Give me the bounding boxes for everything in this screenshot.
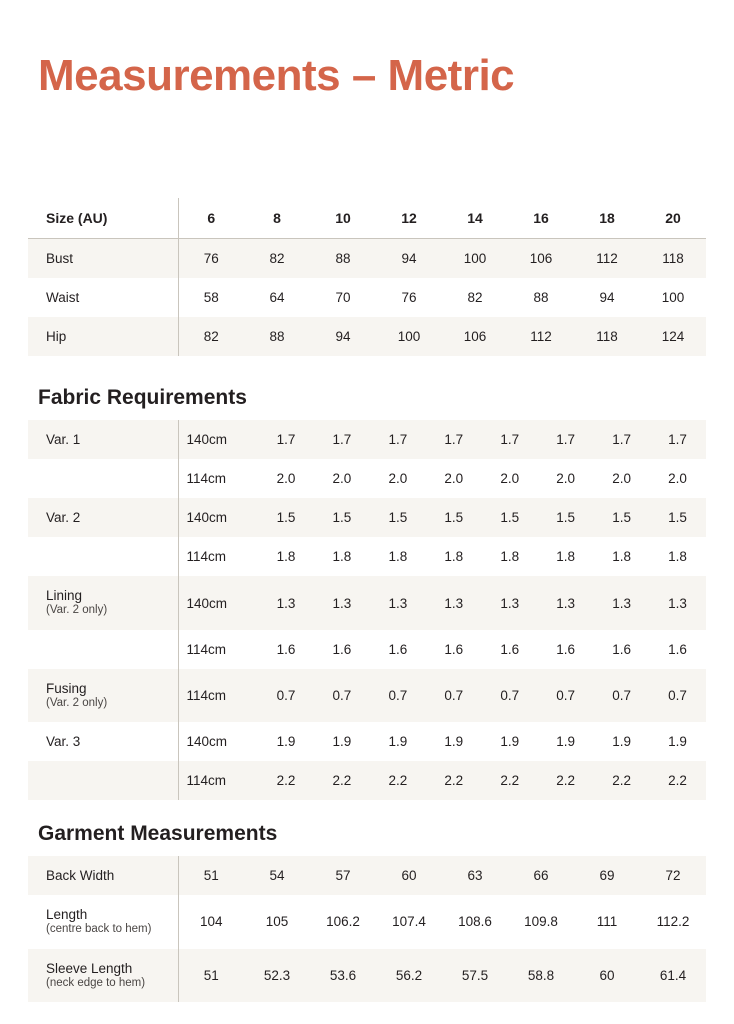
cell-value: 94: [376, 239, 442, 279]
cell-value: 1.6: [650, 630, 706, 669]
row-label-sub: (neck edge to hem): [46, 976, 146, 989]
cell-value: 1.3: [538, 576, 594, 629]
table-row: [28, 669, 706, 722]
cell-value: 2.0: [314, 459, 370, 498]
cell-value: 60: [574, 949, 640, 1002]
row-label: [28, 576, 178, 629]
fabric-width: 114cm: [178, 537, 258, 576]
section-spacer: [28, 800, 706, 822]
cell-value: 88: [244, 317, 310, 356]
cell-value: 51: [178, 856, 244, 895]
cell-value: 0.7: [650, 669, 706, 722]
table-row: [28, 278, 706, 317]
cell-value: 1.6: [314, 630, 370, 669]
cell-value: 1.6: [482, 630, 538, 669]
cell-value: 2.2: [314, 761, 370, 800]
cell-value: 1.9: [426, 722, 482, 761]
row-label: [28, 630, 178, 669]
cell-value: 1.8: [314, 537, 370, 576]
cell-value: 2.2: [482, 761, 538, 800]
cell-value: 76: [178, 239, 244, 279]
cell-value: 66: [508, 856, 574, 895]
cell-value: 63: [442, 856, 508, 895]
cell-value: 1.7: [426, 420, 482, 459]
size-header-8: 8: [244, 198, 310, 239]
row-label-sub: (centre back to hem): [46, 923, 152, 936]
cell-value: 72: [640, 856, 706, 895]
row-label-text: Length: [46, 907, 88, 923]
cell-value: 94: [574, 278, 640, 317]
row-label: Bust: [28, 239, 178, 279]
table-row: [28, 459, 706, 498]
garment-section-heading: Garment Measurements: [38, 822, 278, 846]
cell-value: 1.5: [314, 498, 370, 537]
cell-value: 54: [244, 856, 310, 895]
fabric-requirements-table: [28, 420, 706, 800]
fabric-width: 140cm: [178, 420, 258, 459]
cell-value: 106: [442, 317, 508, 356]
row-label: [28, 459, 178, 498]
cell-value: 0.7: [370, 669, 426, 722]
cell-value: 1.6: [538, 630, 594, 669]
garment-measurements-table: [28, 856, 706, 1002]
cell-value: 112: [574, 239, 640, 279]
row-label-text: Fusing: [46, 680, 87, 696]
cell-value: 109.8: [508, 895, 574, 948]
cell-value: 82: [178, 317, 244, 356]
row-label: Waist: [28, 278, 178, 317]
cell-value: 70: [310, 278, 376, 317]
fabric-width: 114cm: [178, 630, 258, 669]
table-row: [28, 317, 706, 356]
cell-value: 53.6: [310, 949, 376, 1002]
cell-value: 1.8: [650, 537, 706, 576]
cell-value: 1.3: [314, 576, 370, 629]
fabric-width: 114cm: [178, 459, 258, 498]
fabric-width: 114cm: [178, 761, 258, 800]
cell-value: 88: [508, 278, 574, 317]
cell-value: 0.7: [314, 669, 370, 722]
cell-value: 1.5: [426, 498, 482, 537]
cell-value: 1.8: [482, 537, 538, 576]
cell-value: 1.5: [538, 498, 594, 537]
cell-value: 2.0: [426, 459, 482, 498]
cell-value: 1.8: [594, 537, 650, 576]
cell-value: 1.8: [258, 537, 314, 576]
cell-value: 1.5: [650, 498, 706, 537]
cell-value: 58: [178, 278, 244, 317]
garment-measurements-section: [28, 822, 706, 1002]
cell-value: 61.4: [640, 949, 706, 1002]
cell-value: 1.8: [538, 537, 594, 576]
cell-value: 1.7: [594, 420, 650, 459]
size-header-18: 18: [574, 198, 640, 239]
cell-value: 112.2: [640, 895, 706, 948]
row-label-sub: (Var. 2 only): [46, 604, 108, 617]
cell-value: 112: [508, 317, 574, 356]
cell-value: 1.8: [370, 537, 426, 576]
fabric-section-heading: Fabric Requirements: [38, 386, 247, 410]
cell-value: 94: [310, 317, 376, 356]
cell-value: 100: [376, 317, 442, 356]
size-header-10: 10: [310, 198, 376, 239]
cell-value: 100: [640, 278, 706, 317]
cell-value: 111: [574, 895, 640, 948]
cell-value: 1.9: [482, 722, 538, 761]
size-header-6: 6: [178, 198, 244, 239]
row-label: [28, 420, 178, 459]
cell-value: 1.9: [650, 722, 706, 761]
cell-value: 1.9: [258, 722, 314, 761]
row-label: [28, 949, 178, 1002]
cell-value: 1.7: [258, 420, 314, 459]
body-measurements-table: [28, 198, 706, 356]
fabric-width: 140cm: [178, 498, 258, 537]
cell-value: 2.0: [482, 459, 538, 498]
cell-value: 1.9: [594, 722, 650, 761]
size-header-20: 20: [640, 198, 706, 239]
cell-value: 107.4: [376, 895, 442, 948]
cell-value: 0.7: [594, 669, 650, 722]
row-label: Hip: [28, 317, 178, 356]
cell-value: 2.0: [594, 459, 650, 498]
cell-value: 2.0: [258, 459, 314, 498]
cell-value: 1.5: [594, 498, 650, 537]
cell-value: 2.0: [370, 459, 426, 498]
cell-value: 1.6: [258, 630, 314, 669]
size-header-14: 14: [442, 198, 508, 239]
cell-value: 82: [244, 239, 310, 279]
table-row: [28, 895, 706, 948]
row-label: [28, 895, 178, 948]
cell-value: 106.2: [310, 895, 376, 948]
cell-value: 106: [508, 239, 574, 279]
row-label: Var. 2: [28, 498, 178, 537]
cell-value: 60: [376, 856, 442, 895]
row-label: Var. 3: [28, 722, 178, 761]
cell-value: 82: [442, 278, 508, 317]
fabric-width: 140cm: [178, 722, 258, 761]
cell-value: 1.3: [370, 576, 426, 629]
cell-value: 57.5: [442, 949, 508, 1002]
cell-value: 118: [574, 317, 640, 356]
table-row: [28, 722, 706, 761]
cell-value: 1.7: [370, 420, 426, 459]
cell-value: 124: [640, 317, 706, 356]
cell-value: 0.7: [426, 669, 482, 722]
cell-value: 1.7: [314, 420, 370, 459]
row-label: [28, 761, 178, 800]
size-header-label: Size (AU): [28, 198, 178, 239]
cell-value: 64: [244, 278, 310, 317]
cell-value: 1.8: [426, 537, 482, 576]
cell-value: 1.6: [370, 630, 426, 669]
cell-value: 52.3: [244, 949, 310, 1002]
size-header-12: 12: [376, 198, 442, 239]
fabric-width: 114cm: [178, 669, 258, 722]
cell-value: 2.2: [370, 761, 426, 800]
row-label: Back Width: [28, 856, 178, 895]
table-row: [28, 420, 706, 459]
cell-value: 58.8: [508, 949, 574, 1002]
fabric-width: 140cm: [178, 576, 258, 629]
cell-value: 118: [640, 239, 706, 279]
cell-value: 2.0: [650, 459, 706, 498]
cell-value: 1.7: [482, 420, 538, 459]
size-header-16: 16: [508, 198, 574, 239]
table-row: [28, 949, 706, 1002]
cell-value: 1.9: [370, 722, 426, 761]
cell-value: 2.2: [426, 761, 482, 800]
cell-value: 2.2: [258, 761, 314, 800]
cell-value: 69: [574, 856, 640, 895]
cell-value: 2.2: [538, 761, 594, 800]
row-label-sub: (Var. 2 only): [46, 696, 108, 709]
cell-value: 1.7: [650, 420, 706, 459]
cell-value: 2.0: [538, 459, 594, 498]
cell-value: 2.2: [594, 761, 650, 800]
row-label-text: Lining: [46, 588, 83, 604]
cell-value: 105: [244, 895, 310, 948]
cell-value: 51: [178, 949, 244, 1002]
cell-value: 56.2: [376, 949, 442, 1002]
cell-value: 88: [310, 239, 376, 279]
table-row: [28, 239, 706, 279]
cell-value: 1.3: [594, 576, 650, 629]
cell-value: 1.5: [258, 498, 314, 537]
row-label: [28, 537, 178, 576]
cell-value: 1.3: [482, 576, 538, 629]
row-label-text: Var. 1: [46, 432, 81, 448]
row-label-text: Sleeve Length: [46, 960, 133, 976]
row-label: [28, 669, 178, 722]
table-row: [28, 537, 706, 576]
cell-value: 1.7: [538, 420, 594, 459]
cell-value: 1.5: [370, 498, 426, 537]
cell-value: 108.6: [442, 895, 508, 948]
body-measurements-section: [28, 198, 706, 356]
section-spacer: [28, 356, 706, 386]
table-header-row: [28, 198, 706, 239]
cell-value: 1.3: [426, 576, 482, 629]
cell-value: 1.6: [426, 630, 482, 669]
cell-value: 104: [178, 895, 244, 948]
table-row: [28, 761, 706, 800]
cell-value: 0.7: [482, 669, 538, 722]
table-row: [28, 630, 706, 669]
fabric-requirements-section: [28, 386, 706, 800]
table-row: [28, 576, 706, 629]
cell-value: 1.3: [258, 576, 314, 629]
cell-value: 0.7: [258, 669, 314, 722]
cell-value: 1.5: [482, 498, 538, 537]
cell-value: 1.6: [594, 630, 650, 669]
cell-value: 76: [376, 278, 442, 317]
table-row: [28, 498, 706, 537]
cell-value: 57: [310, 856, 376, 895]
cell-value: 1.9: [538, 722, 594, 761]
title-spacer: [28, 100, 706, 198]
cell-value: 1.9: [314, 722, 370, 761]
cell-value: 2.2: [650, 761, 706, 800]
page-title: Measurements – Metric: [38, 51, 515, 100]
cell-value: 1.3: [650, 576, 706, 629]
cell-value: 100: [442, 239, 508, 279]
table-row: [28, 856, 706, 895]
cell-value: 0.7: [538, 669, 594, 722]
